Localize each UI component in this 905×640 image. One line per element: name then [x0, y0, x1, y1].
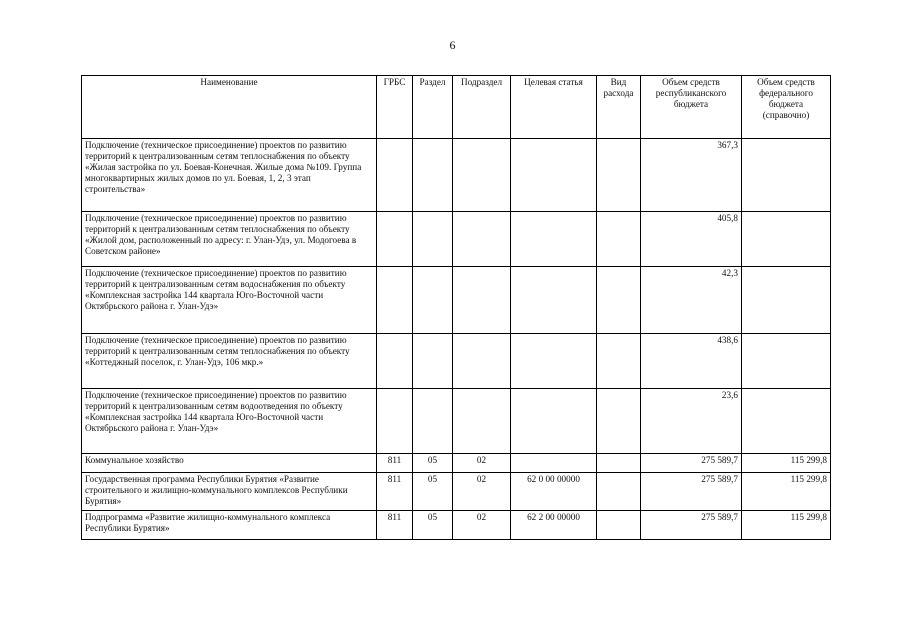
row-grbs: 811: [377, 473, 413, 511]
row-republic-amount: 42,3: [641, 267, 742, 334]
row-grbs: [377, 267, 413, 334]
header-target: Целевая статья: [511, 76, 597, 139]
table-row: [82, 511, 831, 540]
row-target: [511, 389, 597, 454]
row-republic-amount: 275 589,7: [641, 511, 742, 540]
row-target: [511, 139, 597, 212]
table-row: [82, 139, 831, 212]
row-subsection: [453, 334, 511, 389]
table-row: [82, 212, 831, 267]
row-grbs: [377, 212, 413, 267]
row-section: 05: [413, 454, 453, 473]
header-subsection: Подраздел: [453, 76, 511, 139]
row-republic-amount: 438,6: [641, 334, 742, 389]
row-republic-amount: 275 589,7: [641, 454, 742, 473]
row-expense-type: [597, 389, 641, 454]
row-section: [413, 389, 453, 454]
row-target: [511, 212, 597, 267]
row-republic-amount: 275 589,7: [641, 473, 742, 511]
table-header-row: [82, 76, 831, 139]
row-target: 62 2 00 00000: [511, 511, 597, 540]
row-subsection: 02: [453, 473, 511, 511]
row-target: [511, 454, 597, 473]
row-republic-amount: 23,6: [641, 389, 742, 454]
row-section: [413, 267, 453, 334]
row-expense-type: [597, 139, 641, 212]
table-row: [82, 473, 831, 511]
header-name: Наименование: [82, 76, 377, 139]
row-name: Подключение (техническое присоединение) проектов по развитию территорий к централизованным сетям теплоснабжения по объекту «Жилой дом, расположенный по адресу: г. Улан-Удэ, ул. Модогоева в Советском районе»: [82, 212, 377, 267]
row-subsection: [453, 389, 511, 454]
row-name: Государственная программа Республики Бурятия «Развитие строительного и жилищно-коммунального комплексов Республики Бурятия»: [82, 473, 377, 511]
row-subsection: [453, 139, 511, 212]
row-expense-type: [597, 267, 641, 334]
row-target: [511, 267, 597, 334]
row-federal-amount: 115 299,8: [742, 473, 831, 511]
header-grbs: ГРБС: [377, 76, 413, 139]
row-federal-amount: [742, 334, 831, 389]
row-section: [413, 139, 453, 212]
row-expense-type: [597, 473, 641, 511]
row-federal-amount: [742, 212, 831, 267]
header-section: Раздел: [413, 76, 453, 139]
row-federal-amount: [742, 389, 831, 454]
row-section: [413, 334, 453, 389]
row-expense-type: [597, 212, 641, 267]
row-target: [511, 334, 597, 389]
table-row: [82, 334, 831, 389]
row-expense-type: [597, 334, 641, 389]
row-grbs: [377, 139, 413, 212]
header-republic-budget: Объем средств республиканского бюджета: [641, 76, 742, 139]
row-grbs: [377, 334, 413, 389]
row-section: [413, 212, 453, 267]
row-republic-amount: 367,3: [641, 139, 742, 212]
row-grbs: 811: [377, 511, 413, 540]
row-name: Коммунальное хозяйство: [82, 454, 377, 473]
row-name: Подключение (техническое присоединение) проектов по развитию территорий к централизованным сетям водоснабжения по объекту «Комплексная застройка 144 квартала Юго-Восточной части Октябрьского района г. Улан-Удэ»: [82, 267, 377, 334]
row-target: 62 0 00 00000: [511, 473, 597, 511]
row-subsection: [453, 267, 511, 334]
header-expense-type: Вид расхода: [597, 76, 641, 139]
budget-table: [81, 75, 831, 540]
row-federal-amount: [742, 267, 831, 334]
row-federal-amount: 115 299,8: [742, 454, 831, 473]
row-subsection: 02: [453, 454, 511, 473]
row-expense-type: [597, 454, 641, 473]
row-federal-amount: 115 299,8: [742, 511, 831, 540]
row-name: Подключение (техническое присоединение) проектов по развитию территорий к централизованным сетям водоотведения по объекту «Комплексная застройка 144 квартала Юго-Восточной части Октябрьского района г. Улан-Удэ»: [82, 389, 377, 454]
row-name: Подключение (техническое присоединение) проектов по развитию территорий к централизованным сетям теплоснабжения по объекту «Коттеджный поселок, г. Улан-Удэ, 106 мкр.»: [82, 334, 377, 389]
row-subsection: [453, 212, 511, 267]
header-federal-budget: Объем средств федерального бюджета (справочно): [742, 76, 831, 139]
row-name: Подпрограмма «Развитие жилищно-коммунального комплекса Республики Бурятия»: [82, 511, 377, 540]
row-section: 05: [413, 473, 453, 511]
row-grbs: 811: [377, 454, 413, 473]
table-row: [82, 267, 831, 334]
row-federal-amount: [742, 139, 831, 212]
table-row: [82, 389, 831, 454]
row-section: 05: [413, 511, 453, 540]
row-grbs: [377, 389, 413, 454]
row-republic-amount: 405,8: [641, 212, 742, 267]
page-number: 6: [449, 38, 456, 52]
row-name: Подключение (техническое присоединение) проектов по развитию территорий к централизованным сетям теплоснабжения по объекту «Жилая застройка по ул. Боевая-Конечная. Жилые дома №109. Группа многоквартирных жилых домов по ул. Боевая, 1, 2, 3 этап строительства»: [82, 139, 377, 212]
row-expense-type: [597, 511, 641, 540]
row-subsection: 02: [453, 511, 511, 540]
table-row: [82, 454, 831, 473]
